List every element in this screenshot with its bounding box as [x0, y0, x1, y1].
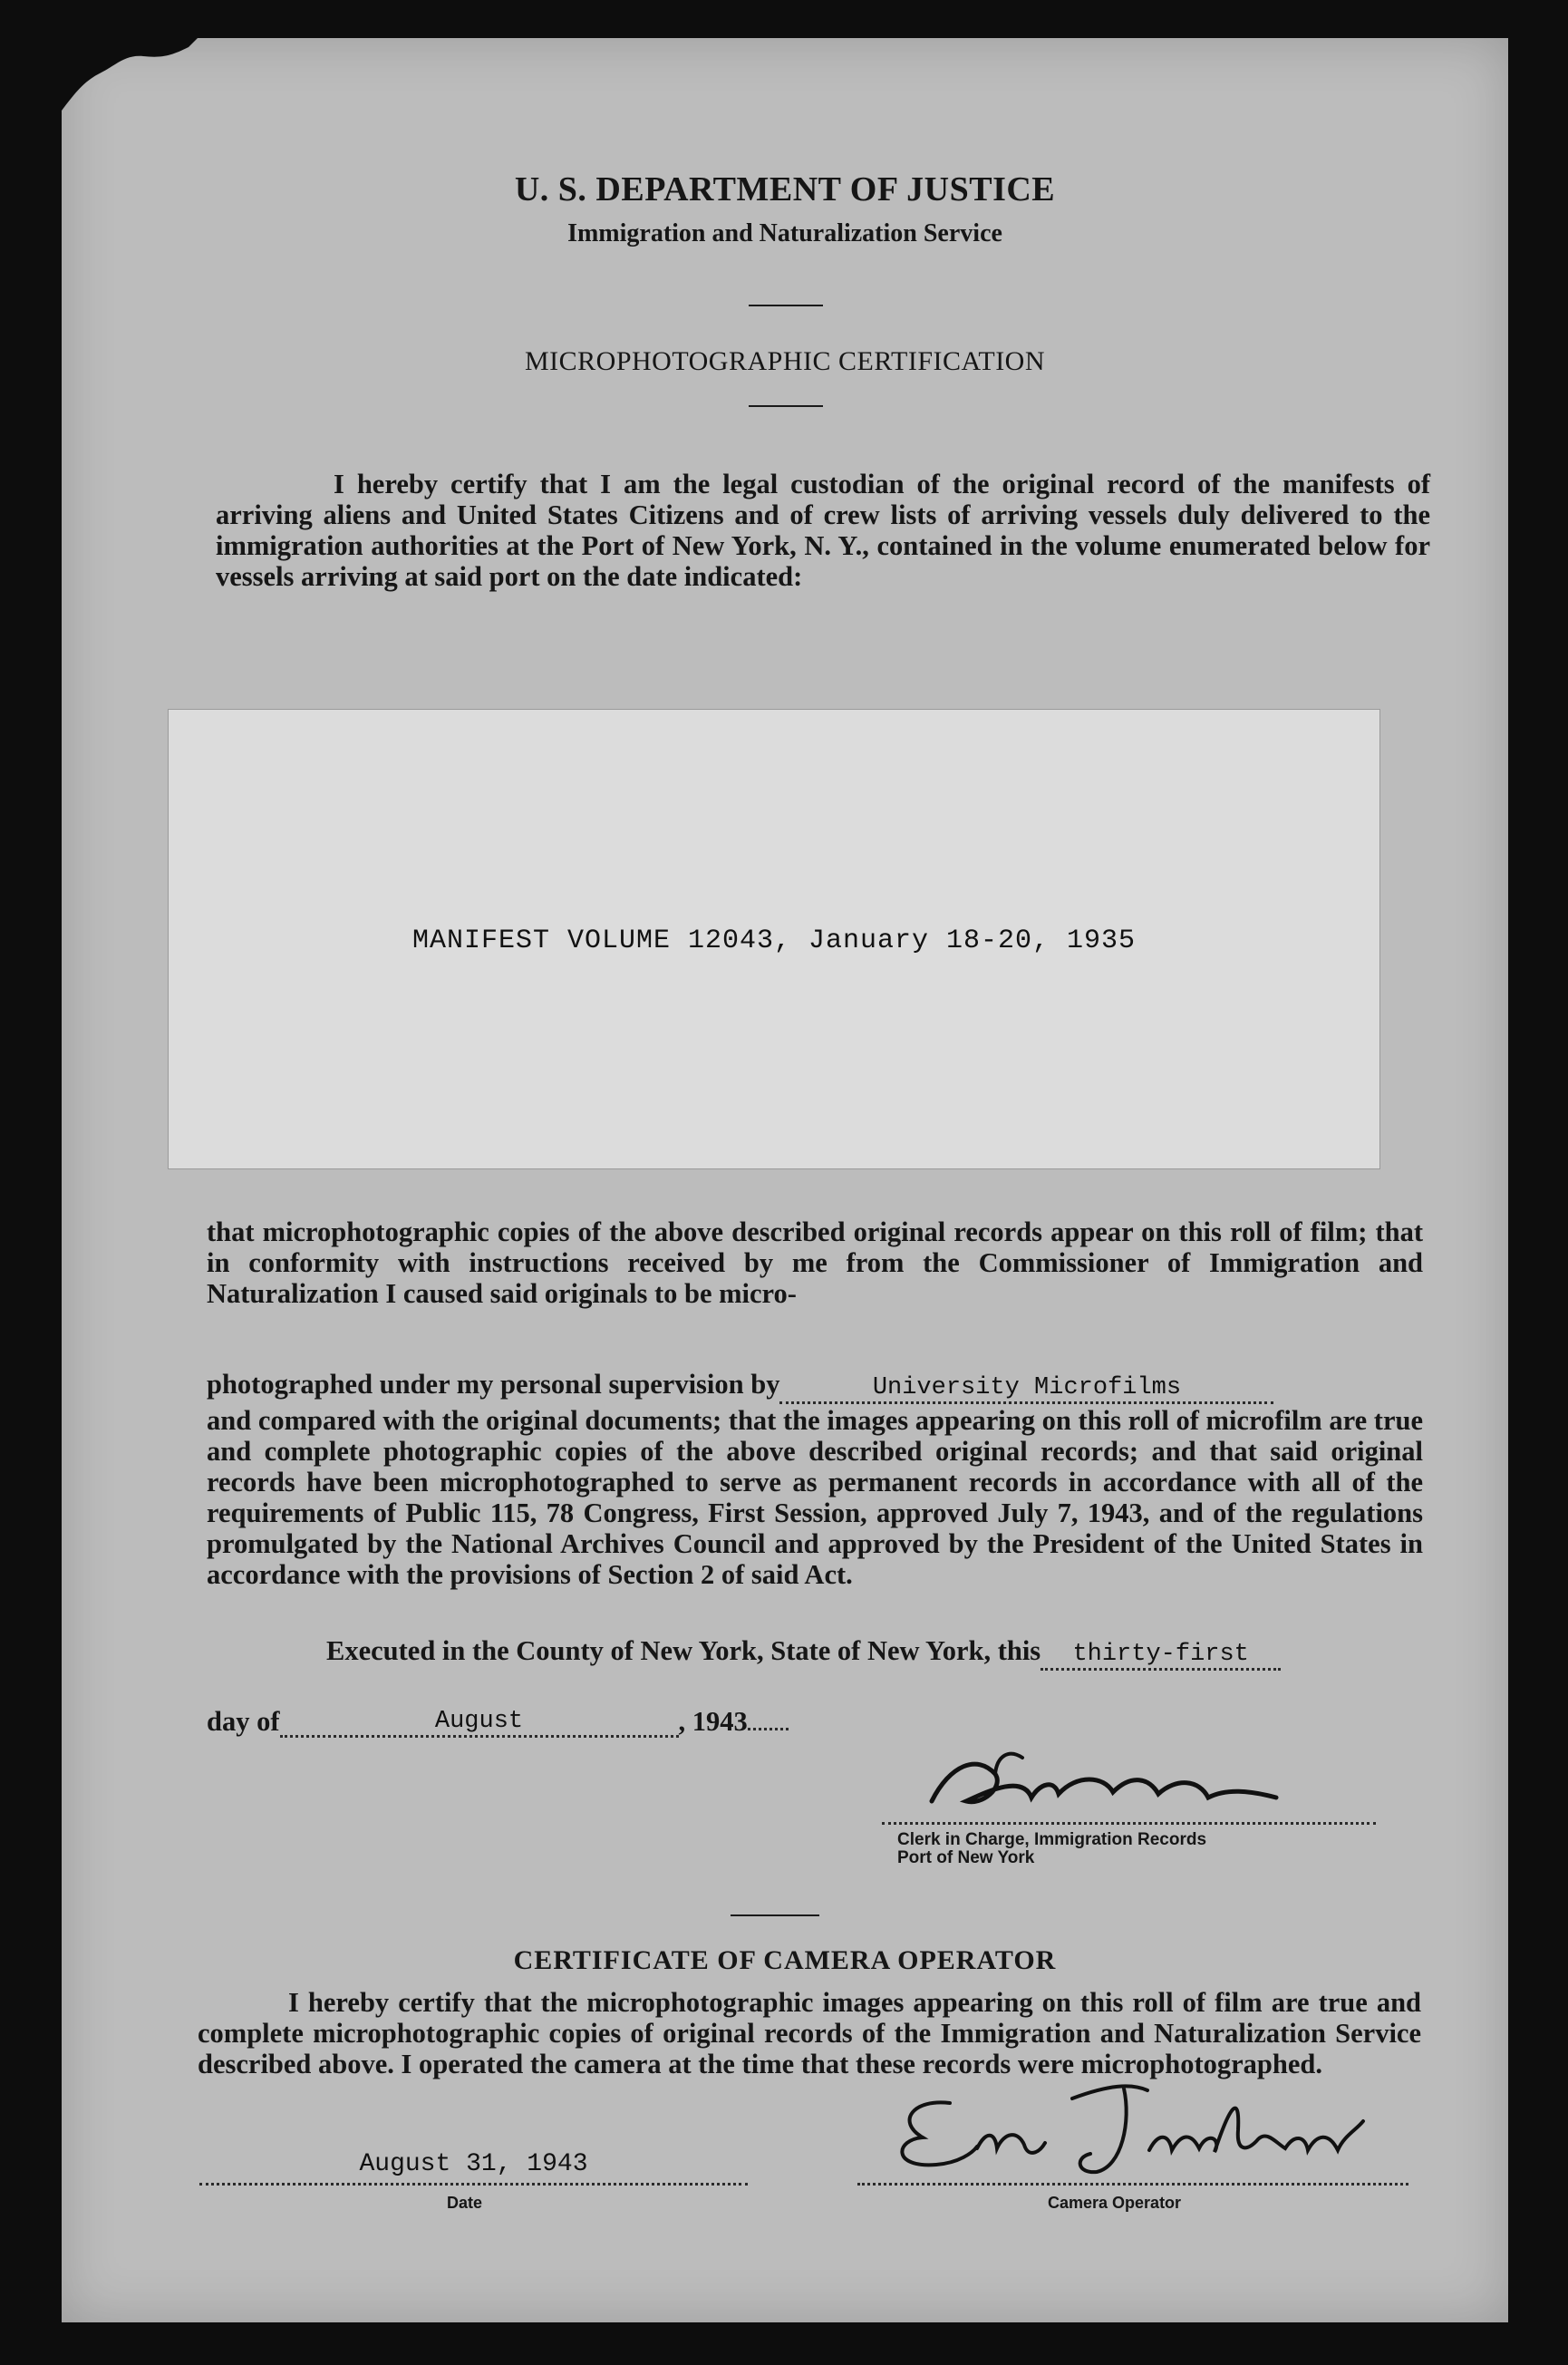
- year-text: , 1943: [678, 1706, 748, 1737]
- operator-signature-line: [857, 2183, 1408, 2186]
- supervisor-value: University Microfilms: [872, 1374, 1182, 1401]
- supervisor-field: [779, 1369, 1273, 1404]
- body-paragraph-continued: and compared with the original documents; that the images appearing on this roll of microfilm are true and complete photographic copies of the above described original records; and that said original records have been microphotographed to serve as permanent records in accordance with all of the requirements of Public 115, 78 Congress, First Session, approved July 7, 1943, and of the regulations promulgated by the National Archives Council and approved by the President of the United States in accordance with the provisions of Section 2 of said Act.: [207, 1405, 1423, 1590]
- divider-second: [749, 405, 823, 407]
- intro-paragraph: I hereby certify that I am the legal custodian of the original record of the manifests of arriving aliens and United States Citizens and of crew lists of arriving vessels duly delivered to the immigration authorities at the Port of New York, N. Y., contained in the volume enumerated below for vessels arriving at said port on the date indicated:: [216, 469, 1430, 592]
- day-of-line: [207, 1706, 789, 1741]
- day-field: [1040, 1635, 1281, 1671]
- corner-tear-mark: [62, 38, 198, 111]
- manifest-volume-text: MANIFEST VOLUME 12043, January 18-20, 1935: [411, 926, 1137, 956]
- year-dots: [748, 1728, 789, 1730]
- supervision-line: [207, 1369, 1423, 1404]
- record-card: [168, 709, 1380, 1169]
- department-heading: U. S. DEPARTMENT OF JUSTICE: [514, 170, 1056, 208]
- certificate-page: [62, 38, 1508, 2322]
- month-field: [280, 1702, 679, 1738]
- operator-signature-image: [859, 2067, 1367, 2189]
- camera-operator-paragraph: I hereby certify that the microphotographic images appearing on this roll of film are true and complete microphotographic copies of original records of the Immigration and Naturalization Service described above. I operated the camera at the time that these records were microphotographed.: [198, 1987, 1421, 2079]
- clerk-title-line2: Port of New York: [897, 1848, 1035, 1867]
- body-paragraph-start: that microphotographic copies of the above described original records appear on this roll of film; that in conformity with instructions received by me from the Commissioner of Immigration and Naturalization I caused said originals to be micro-: [207, 1216, 1423, 1309]
- month-value: August: [434, 1708, 524, 1735]
- date-value: August 31, 1943: [359, 2150, 588, 2178]
- divider-top: [749, 305, 823, 306]
- clerk-title-line1: Clerk in Charge, Immigration Records: [897, 1830, 1207, 1849]
- day-of-label: day of: [207, 1706, 280, 1737]
- execution-prefix: Executed in the County of New York, State of New York, this: [326, 1635, 1041, 1666]
- service-subheading: Immigration and Naturalization Service: [567, 219, 1002, 247]
- date-field: [199, 2150, 748, 2186]
- execution-line: [326, 1635, 1281, 1671]
- certification-title: MICROPHOTOGRAPHIC CERTIFICATION: [524, 346, 1046, 376]
- clerk-signature-line: [882, 1822, 1376, 1825]
- divider-camera: [731, 1914, 819, 1916]
- date-label: Date: [447, 2194, 483, 2212]
- camera-operator-heading: CERTIFICATE OF CAMERA OPERATOR: [513, 1945, 1057, 1975]
- clerk-title: [897, 1831, 1206, 1867]
- operator-label: Camera Operator: [1048, 2194, 1182, 2212]
- supervision-prefix: photographed under my personal supervision by: [207, 1369, 780, 1400]
- day-value: thirty-first: [1072, 1641, 1249, 1668]
- clerk-signature-image: [895, 1738, 1321, 1828]
